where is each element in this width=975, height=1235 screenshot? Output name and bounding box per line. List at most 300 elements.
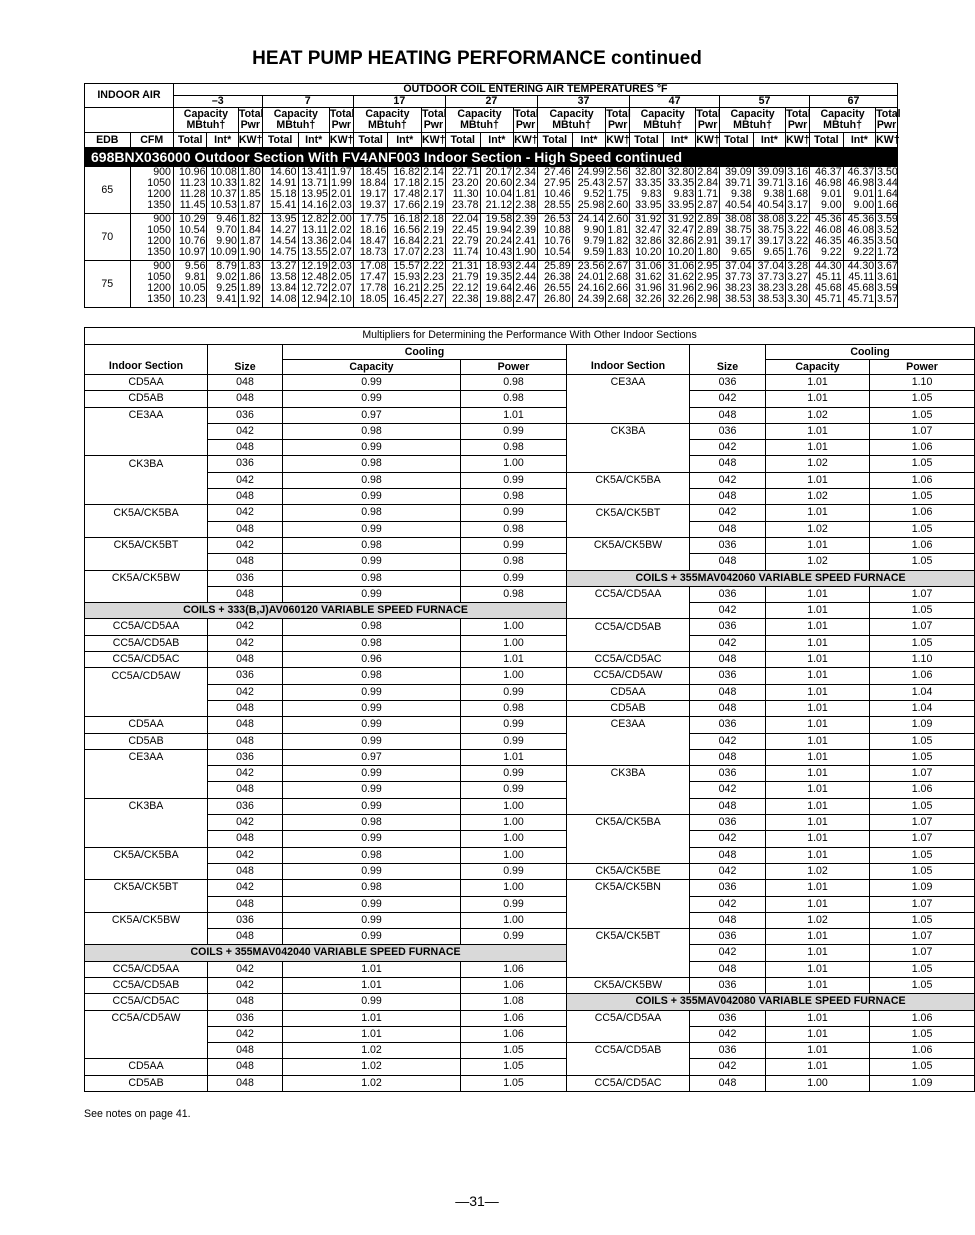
perf-value: 9.41 [216, 293, 237, 305]
perf-value: 45.68 [815, 282, 842, 294]
perf-values [480, 214, 514, 261]
perf-value: 10.97 [178, 246, 206, 258]
multiplier-row [85, 1043, 975, 1059]
sub-header: Int* [663, 133, 696, 148]
multiplier-row [85, 684, 975, 700]
power-cell: 1.05 [461, 1043, 567, 1059]
capacity-cell: 1.01 [766, 831, 870, 847]
perf-values [720, 214, 754, 261]
perf-value: 31.92 [635, 213, 662, 225]
perf-value: 2.60 [607, 199, 629, 211]
size-cell: 042 [690, 472, 766, 488]
perf-value: 26.38 [544, 271, 571, 283]
perf-value: 17.08 [359, 260, 387, 272]
sub-header: Int* [753, 133, 786, 148]
perf-value: 44.30 [847, 260, 875, 272]
capacity-cell: 0.98 [283, 570, 461, 586]
capacity-cell: 0.99 [283, 766, 461, 782]
power-cell: 0.99 [461, 717, 567, 733]
sub-header: Total [445, 133, 480, 148]
perf-values [329, 261, 353, 308]
indoor-section-cell [567, 798, 690, 814]
cooling-header: Cooling [283, 345, 567, 360]
perf-value: 39.17 [725, 235, 752, 247]
capacity-cell: 0.99 [283, 700, 461, 716]
perf-value: 21.79 [452, 271, 479, 283]
capacity-cell: 0.97 [283, 407, 461, 423]
perf-value: 13.27 [269, 260, 297, 272]
perf-value: 3.50 [877, 166, 898, 178]
multiplier-row [85, 586, 975, 602]
perf-values [388, 261, 422, 308]
furnace-section-header: COILS + 333(B,J)AV060120 VARIABLE SPEED FURNACE [85, 603, 567, 619]
perf-value: 18.05 [359, 293, 387, 305]
perf-value: 2.18 [423, 213, 444, 225]
capacity-cell: 1.01 [766, 684, 870, 700]
perf-value: 11.23 [179, 177, 206, 189]
power-cell: 1.05 [870, 603, 975, 619]
perf-value: 37.73 [725, 271, 752, 283]
multiplier-row [85, 994, 975, 1010]
perf-value: 1.76 [787, 246, 808, 258]
sub-header: Total [810, 133, 844, 148]
power-cell: 1.00 [461, 831, 567, 847]
size-cell: 042 [690, 603, 766, 619]
multiplier-row [85, 798, 975, 814]
power-cell: 1.05 [870, 733, 975, 749]
perf-value: 1.81 [607, 224, 629, 236]
size-cell: 042 [208, 472, 283, 488]
perf-value: 2.03 [331, 199, 352, 211]
perf-value: 1.85 [240, 188, 261, 200]
capacity-header: Capacity MBtuh† [720, 108, 786, 133]
perf-value: 14.91 [269, 177, 297, 189]
indoor-section-cell: CC5A/CD5AA [567, 586, 690, 602]
power-cell: 0.99 [461, 537, 567, 553]
perf-values [298, 214, 329, 261]
perf-value: 11.30 [452, 188, 479, 200]
perf-value: 46.98 [815, 177, 842, 189]
power-cell: 1.05 [870, 1059, 975, 1075]
indoor-section-cell: CK5A/CK5BA [567, 815, 690, 831]
capacity-cell: 1.01 [283, 961, 461, 977]
perf-values [329, 167, 353, 214]
indoor-section-cell [85, 440, 208, 456]
perf-values [238, 167, 262, 214]
size-cell: 036 [690, 1010, 766, 1026]
indoor-section-cell: CK5A/CK5BW [567, 537, 690, 553]
total-pwr-header: Total Pwr [786, 108, 811, 131]
perf-values [388, 214, 422, 261]
size-cell: 042 [208, 847, 283, 863]
multiplier-row [85, 782, 975, 798]
perf-value: 2.44 [515, 271, 536, 283]
indoor-section-cell [85, 700, 208, 716]
perf-value: 1.90 [515, 246, 536, 258]
size-cell: 036 [208, 570, 283, 586]
total-pwr-header: Total Pwr [514, 108, 539, 131]
perf-value: 10.23 [178, 293, 206, 305]
perf-values [876, 214, 898, 261]
indoor-section-cell: CC5A/CD5AC [567, 652, 690, 668]
size-cell: 042 [690, 1059, 766, 1075]
perf-value: 17.47 [359, 271, 387, 283]
perf-value: 14.27 [269, 224, 297, 236]
perf-values [238, 261, 262, 308]
indoor-section-cell [85, 684, 208, 700]
cooling-header: Cooling [766, 345, 975, 360]
perf-value: 2.05 [331, 271, 352, 283]
capacity-cell: 1.01 [766, 733, 870, 749]
perf-value: 2.34 [515, 177, 536, 189]
capacity-cell: 1.01 [766, 782, 870, 798]
size-cell: 036 [690, 880, 766, 896]
sub-header: Int* [480, 133, 514, 148]
indoor-section-cell [567, 782, 690, 798]
size-cell: 042 [690, 863, 766, 879]
perf-value: 2.67 [607, 260, 629, 272]
indoor-section-cell: CK3BA [567, 766, 690, 782]
indoor-section-cell [567, 407, 690, 423]
perf-value: 9.56 [184, 260, 206, 272]
perf-value: 2.34 [515, 166, 536, 178]
power-cell: 1.01 [461, 652, 567, 668]
power-cell: 1.07 [870, 586, 975, 602]
perf-value: 10.43 [485, 246, 513, 258]
perf-values [207, 261, 238, 308]
power-cell: 1.05 [870, 554, 975, 570]
indoor-section-header: Indoor Section [85, 345, 208, 375]
capacity-cell: 1.01 [766, 537, 870, 553]
power-cell: 0.99 [461, 896, 567, 912]
size-cell: 036 [690, 815, 766, 831]
perf-value: 3.16 [787, 177, 808, 189]
perf-value: 37.73 [757, 271, 785, 283]
perf-value: 18.84 [359, 177, 387, 189]
perf-value: 2.66 [607, 282, 629, 294]
size-cell: 036 [690, 375, 766, 391]
perf-value: 22.79 [452, 235, 479, 247]
size-cell: 048 [208, 521, 283, 537]
size-cell: 048 [690, 700, 766, 716]
perf-value: 13.95 [269, 213, 297, 225]
size-cell: 036 [208, 407, 283, 423]
multiplier-row [85, 863, 975, 879]
perf-values [876, 167, 898, 214]
indoor-section-cell: CC5A/CD5AW [567, 668, 690, 684]
perf-values [606, 167, 630, 214]
perf-value: 9.90 [583, 224, 605, 236]
power-cell: 0.98 [461, 521, 567, 537]
perf-value: 2.22 [423, 260, 444, 272]
perf-value: 3.61 [877, 271, 898, 283]
capacity-cell: 1.01 [766, 586, 870, 602]
capacity-cell: 0.99 [283, 994, 461, 1010]
perf-value: 12.82 [301, 213, 328, 225]
perf-value: 2.19 [423, 199, 444, 211]
capacity-cell: 0.98 [283, 537, 461, 553]
power-cell: 1.01 [461, 407, 567, 423]
indoor-section-cell: CK5A/CK5BW [85, 912, 208, 928]
indoor-section-cell: CK3BA [567, 423, 690, 439]
power-cell: 1.05 [870, 407, 975, 423]
perf-value: 2.02 [331, 224, 352, 236]
perf-value: 2.95 [697, 271, 719, 283]
perf-value: 10.29 [178, 213, 206, 225]
perf-value: 12.94 [301, 293, 328, 305]
capacity-cell: 1.01 [766, 619, 870, 635]
size-cell: 042 [208, 880, 283, 896]
power-cell: 1.06 [870, 440, 975, 456]
capacity-cell: 1.01 [766, 961, 870, 977]
capacity-cell: 0.99 [283, 896, 461, 912]
perf-value: 10.54 [178, 224, 206, 236]
perf-value: 32.47 [635, 224, 662, 236]
capacity-cell: 0.96 [283, 652, 461, 668]
perf-value: 22.12 [452, 282, 479, 294]
perf-value: 24.39 [577, 293, 605, 305]
perf-value: 10.76 [544, 235, 571, 247]
perf-value: 9.00 [853, 199, 875, 211]
multiplier-row [85, 831, 975, 847]
indoor-section-cell: CC5A/CD5AW [85, 668, 208, 684]
perf-value: 2.21 [423, 235, 444, 247]
perf-value: 13.41 [301, 166, 328, 178]
indoor-section-cell [567, 945, 690, 961]
indoor-section-cell: CD5AA [85, 375, 208, 391]
indoor-section-cell [85, 815, 208, 831]
size-cell: 048 [690, 912, 766, 928]
multiplier-row [85, 537, 975, 553]
indoor-section-cell [567, 1059, 690, 1075]
perf-value: 3.28 [787, 260, 808, 272]
size-cell: 042 [690, 896, 766, 912]
perf-values [262, 214, 298, 261]
indoor-section-cell: CC5A/CD5AB [85, 977, 208, 993]
power-cell: 1.00 [461, 847, 567, 863]
perf-value: 9.01 [853, 188, 875, 200]
perf-value: 32.26 [667, 293, 695, 305]
power-cell: 1.05 [461, 1059, 567, 1075]
indoor-section-cell: CK5A/CK5BN [567, 880, 690, 896]
capacity-cell: 0.99 [283, 912, 461, 928]
multiplier-row [85, 912, 975, 928]
cfm-value: 1200 [147, 282, 171, 294]
perf-value: 24.16 [577, 282, 605, 294]
perf-value: 1.83 [240, 260, 261, 272]
indoor-section-cell: CK5A/CK5BT [567, 929, 690, 945]
capacity-cell: 1.01 [283, 1026, 461, 1042]
indoor-section-cell [567, 456, 690, 472]
perf-value: 24.99 [577, 166, 605, 178]
capacity-header: Capacity MBtuh† [353, 108, 421, 133]
indoor-section-cell [85, 521, 208, 537]
capacity-cell: 1.02 [766, 489, 870, 505]
size-cell: 048 [690, 521, 766, 537]
perf-values [696, 214, 720, 261]
indoor-section-cell [567, 489, 690, 505]
perf-values [298, 261, 329, 308]
perf-values [696, 167, 720, 214]
size-cell: 042 [208, 1026, 283, 1042]
perf-value: 1.81 [515, 188, 536, 200]
capacity-cell: 1.01 [766, 1043, 870, 1059]
sub-header: KW† [696, 133, 720, 146]
perf-value: 10.96 [178, 166, 206, 178]
indoor-section-cell [567, 847, 690, 863]
size-cell: 036 [208, 456, 283, 472]
cfm-value: 1350 [147, 293, 171, 305]
size-cell: 042 [690, 831, 766, 847]
perf-value: 15.41 [269, 199, 297, 211]
perf-value: 9.59 [583, 246, 605, 258]
capacity-cell: 1.01 [283, 977, 461, 993]
perf-value: 15.57 [393, 260, 421, 272]
perf-value: 40.54 [757, 199, 785, 211]
cfm-value: 1050 [147, 177, 171, 189]
multiplier-row [85, 554, 975, 570]
indoor-section-cell: CD5AA [85, 717, 208, 733]
power-cell: 0.98 [461, 391, 567, 407]
indoor-section-cell: CC5A/CD5AB [567, 1043, 690, 1059]
power-cell: 1.01 [461, 749, 567, 765]
size-cell: 048 [690, 456, 766, 472]
perf-value: 16.45 [393, 293, 421, 305]
multiplier-row [85, 896, 975, 912]
perf-value: 38.08 [757, 213, 785, 225]
perf-value: 3.17 [787, 199, 808, 211]
capacity-cell: 1.01 [766, 945, 870, 961]
perf-value: 31.06 [635, 260, 662, 272]
size-cell: 042 [208, 815, 283, 831]
size-cell: 042 [690, 733, 766, 749]
perf-value: 2.89 [697, 213, 719, 225]
perf-values [606, 261, 630, 308]
size-cell: 036 [208, 798, 283, 814]
capacity-cell: 1.01 [766, 1010, 870, 1026]
perf-value: 23.78 [452, 199, 479, 211]
perf-value: 10.20 [635, 246, 662, 258]
section-banner: 698BNX036000 Outdoor Section With FV4ANF003 Indoor Section - High Speed continued [85, 148, 898, 167]
perf-values [663, 214, 696, 261]
perf-value: 9.46 [216, 213, 237, 225]
perf-value: 38.75 [757, 224, 785, 236]
perf-value: 2.39 [515, 224, 536, 236]
capacity-cell: 0.98 [283, 456, 461, 472]
indoor-section-cell [567, 749, 690, 765]
capacity-cell: 1.02 [283, 1059, 461, 1075]
perf-values [810, 167, 844, 214]
power-cell: 1.05 [870, 489, 975, 505]
perf-value: 1.90 [240, 246, 261, 258]
power-cell: 1.00 [461, 456, 567, 472]
perf-value: 3.50 [877, 235, 898, 247]
capacity-cell: 0.98 [283, 423, 461, 439]
perf-value: 32.26 [635, 293, 662, 305]
perf-value: 2.15 [423, 177, 444, 189]
temp-col-3: 27 [445, 96, 537, 108]
perf-value: 22.45 [452, 224, 479, 236]
perf-values [537, 261, 572, 308]
perf-values [422, 261, 446, 308]
capacity-cell: 0.99 [283, 375, 461, 391]
multiplier-row [85, 570, 975, 586]
power-cell: 0.98 [461, 440, 567, 456]
perf-value: 2.38 [515, 199, 536, 211]
perf-value: 46.37 [815, 166, 842, 178]
multiplier-row [85, 652, 975, 668]
multiplier-row [85, 472, 975, 488]
size-cell: 048 [208, 391, 283, 407]
furnace-section-header: COILS + 355MAV042080 VARIABLE SPEED FURNACE [567, 994, 975, 1010]
perf-values [173, 214, 207, 261]
perf-value: 18.16 [359, 224, 387, 236]
perf-value: 3.22 [787, 235, 808, 247]
multiplier-row [85, 977, 975, 993]
performance-group [85, 261, 898, 308]
perf-values [720, 167, 754, 214]
perf-value: 31.62 [667, 271, 695, 283]
perf-value: 17.48 [393, 188, 421, 200]
cfm-header: CFM [130, 133, 173, 148]
perf-values [480, 261, 514, 308]
perf-values [388, 167, 422, 214]
capacity-header: Capacity MBtuh† [630, 108, 696, 133]
edb-value: 70 [85, 214, 131, 261]
perf-value: 1.97 [331, 166, 352, 178]
size-cell: 048 [208, 831, 283, 847]
capacity-header: Capacity MBtuh† [173, 108, 238, 133]
perf-value: 2.68 [607, 293, 629, 305]
multiplier-row [85, 391, 975, 407]
perf-value: 37.04 [725, 260, 752, 272]
size-cell: 048 [690, 798, 766, 814]
power-cell: 1.06 [870, 537, 975, 553]
power-cell: 1.07 [870, 766, 975, 782]
perf-value: 2.00 [331, 213, 352, 225]
indoor-section-cell [567, 521, 690, 537]
indoor-section-cell: CE3AA [567, 375, 690, 391]
multiplier-row [85, 407, 975, 423]
capacity-cell: 1.02 [283, 1075, 461, 1091]
indoor-section-cell: CK3BA [85, 456, 208, 472]
capacity-cell: 1.02 [283, 1043, 461, 1059]
perf-values [514, 167, 538, 214]
perf-value: 33.95 [667, 199, 695, 211]
perf-value: 3.27 [787, 271, 808, 283]
perf-values [445, 214, 480, 261]
temp-col-4: 37 [537, 96, 629, 108]
multiplier-row [85, 929, 975, 945]
power-cell: 1.06 [461, 961, 567, 977]
capacity-cell: 1.01 [766, 505, 870, 521]
indoor-section-cell [85, 554, 208, 570]
perf-value: 27.46 [544, 166, 571, 178]
power-cell: 1.10 [870, 652, 975, 668]
perf-value: 38.08 [725, 213, 752, 225]
power-cell: 1.07 [870, 929, 975, 945]
perf-value: 3.67 [877, 260, 898, 272]
size-cell: 036 [690, 977, 766, 993]
power-header: Power [461, 360, 567, 375]
indoor-section-cell: CC5A/CD5AA [85, 961, 208, 977]
perf-value: 10.05 [178, 282, 206, 294]
perf-values [843, 214, 876, 261]
power-cell: 1.08 [461, 994, 567, 1010]
perf-value: 32.80 [667, 166, 695, 178]
indoor-section-cell [85, 472, 208, 488]
perf-value: 33.95 [635, 199, 662, 211]
